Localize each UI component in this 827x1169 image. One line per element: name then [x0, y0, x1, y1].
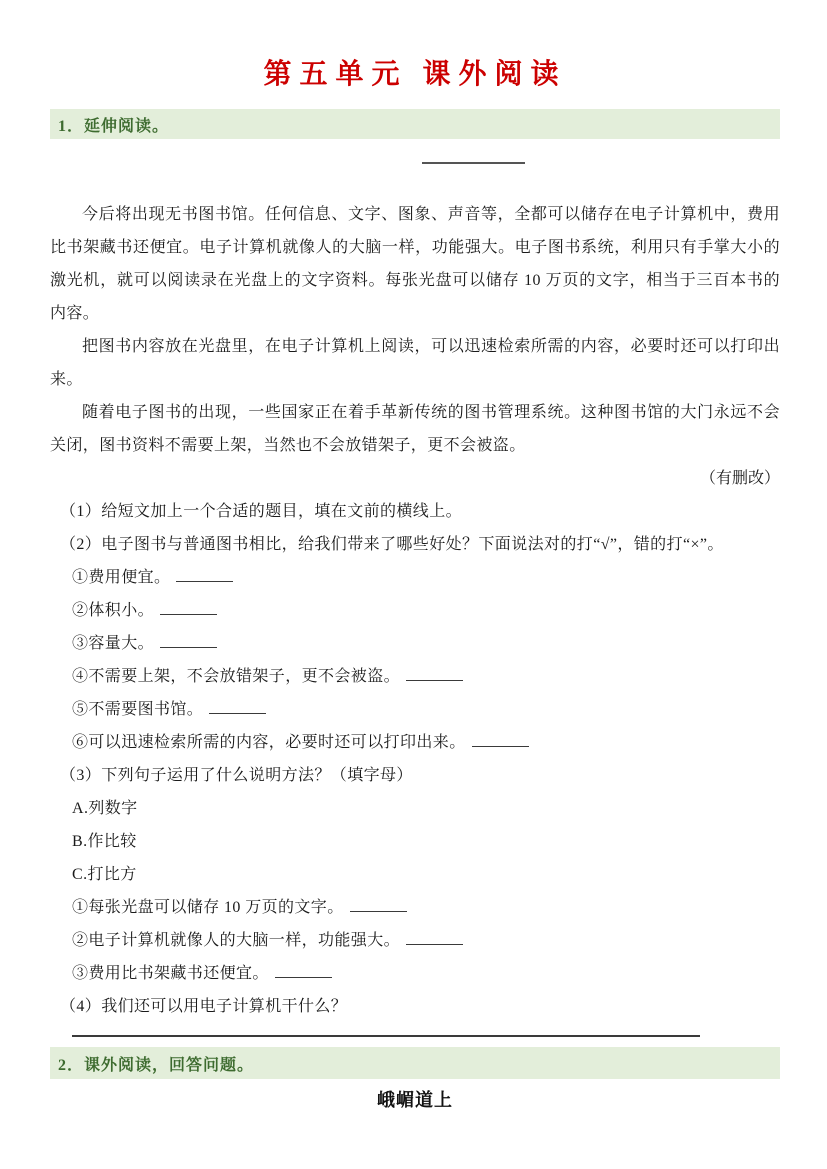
fill-item-text: ②电子计算机就像人的大脑一样，功能强大。: [72, 932, 401, 949]
checklist-item-text: ④不需要上架，不会放错架子，更不会被盗。: [72, 668, 401, 685]
option-item: B.作比较: [72, 833, 137, 850]
fill-item-text: ③费用比书架藏书还便宜。: [72, 965, 269, 982]
section1-heading-label: 1．延伸阅读。: [58, 117, 170, 135]
answer-blank: [160, 599, 217, 615]
answer-blank: [406, 929, 463, 945]
question-list: [50, 495, 780, 1037]
checklist-item: [50, 726, 780, 759]
fill-item: [50, 924, 780, 957]
fill-item-text: ①每张光盘可以储存 10 万页的文字。: [72, 899, 344, 916]
answer-blank: [350, 896, 407, 912]
section2-heading-label: 2．课外阅读，回答问题。: [58, 1056, 255, 1074]
answer-blank: [275, 962, 332, 978]
section2-passage-title: 峨嵋道上: [377, 1090, 453, 1110]
answer-blank: [209, 698, 266, 714]
question-1: （1）给短文加上一个合适的题目，填在文前的横线上。: [60, 503, 463, 520]
fill-item: [50, 957, 780, 990]
source-note: （有删改）: [699, 470, 780, 487]
checklist-item-text: ⑤不需要图书馆。: [72, 701, 204, 718]
option-item: C.打比方: [72, 866, 137, 883]
checklist-item: [50, 594, 780, 627]
fill-item: [50, 891, 780, 924]
checklist-item-text: ①费用便宜。: [72, 569, 171, 586]
checklist-item: [50, 693, 780, 726]
checklist-item: [50, 627, 780, 660]
passage-paragraph: 把图书内容放在光盘里，在电子计算机上阅读，可以迅速检索所需的内容，必要时还可以打印出来。: [50, 338, 780, 388]
passage-title-blank-line: [422, 162, 525, 164]
section2-heading-band: [50, 1047, 780, 1079]
question-4: （4）我们还可以用电子计算机干什么？: [60, 998, 348, 1015]
answer-line: [72, 1035, 700, 1037]
checklist-item-text: ⑥可以迅速检索所需的内容，必要时还可以打印出来。: [72, 734, 466, 751]
answer-blank: [160, 632, 217, 648]
question-2: （2）电子图书与普通图书相比，给我们带来了哪些好处？下面说法对的打“√”，错的打“×”。: [60, 536, 724, 553]
answer-blank: [406, 665, 463, 681]
checklist-item-text: ③容量大。: [72, 635, 155, 652]
answer-blank: [472, 731, 529, 747]
answer-blank: [176, 566, 233, 582]
checklist-item: [50, 660, 780, 693]
checklist-item-text: ②体积小。: [72, 602, 155, 619]
reading-passage: [50, 198, 780, 495]
section1-heading-band: [50, 109, 780, 139]
checklist-item: [50, 561, 780, 594]
passage-paragraph: 今后将出现无书图书馆。任何信息、文字、图象、声音等，全都可以储存在电子计算机中，费用比书架藏书还便宜。电子计算机就像人的大脑一样，功能强大。电子图书系统，利用只有手掌大小的激光机，就可以阅读录在光盘上的文字资料。每张光盘可以储存 10 万页的文字，相当于三百本书的内容。: [50, 206, 780, 322]
page-title: 第五单元 课外阅读: [263, 59, 567, 90]
passage-paragraph: 随着电子图书的出现，一些国家正在着手革新传统的图书管理系统。这种图书馆的大门永远不会关闭，图书资料不需要上架，当然也不会放错架子，更不会被盗。: [50, 404, 780, 454]
option-item: A.列数字: [72, 800, 138, 817]
question-3: （3）下列句子运用了什么说明方法？（填字母）: [60, 767, 413, 784]
